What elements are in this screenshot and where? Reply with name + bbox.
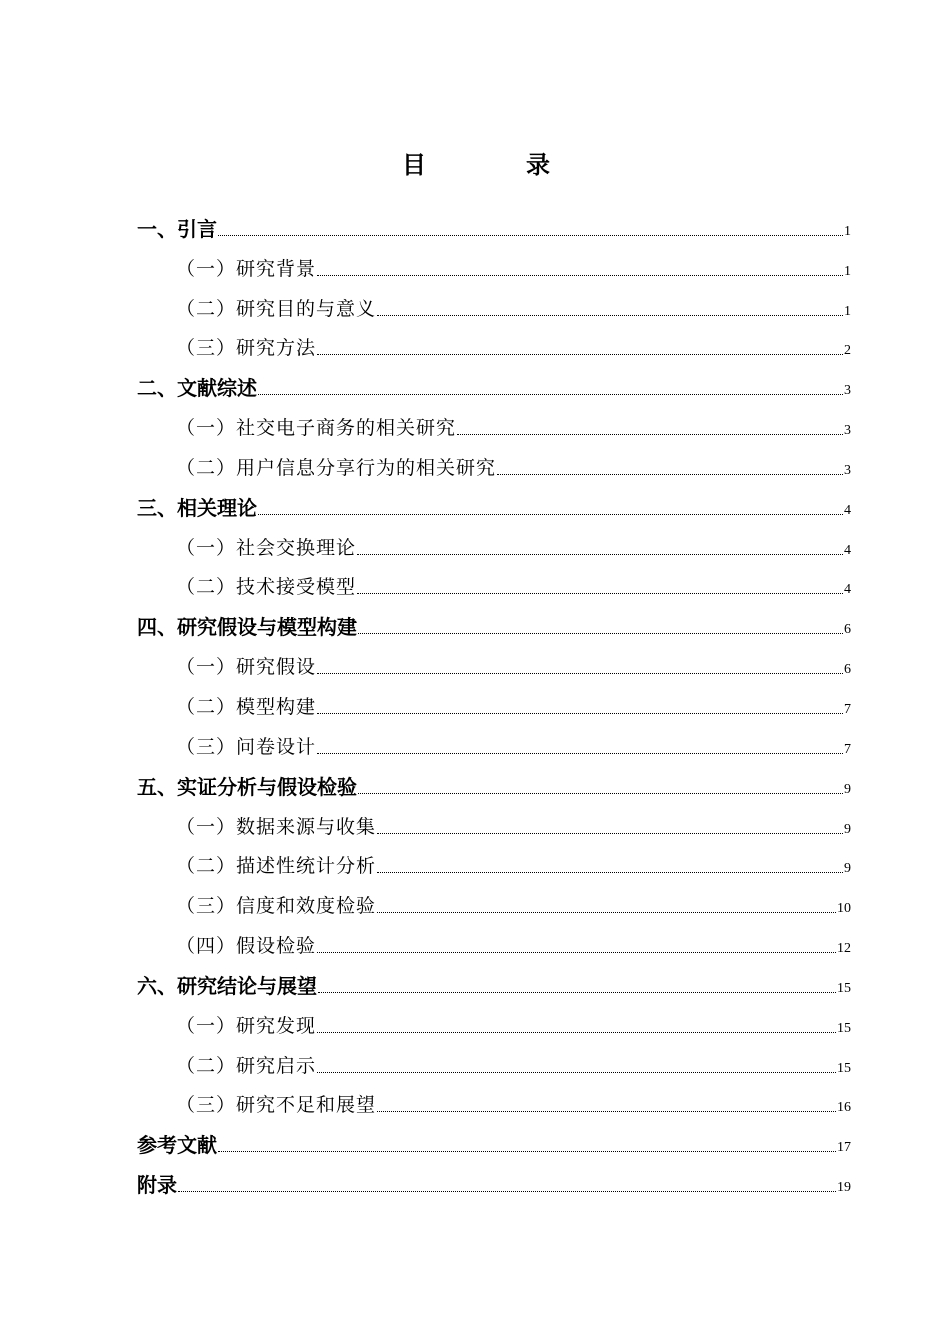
toc-section-entry[interactable] <box>0 1083 950 1123</box>
toc-page-number: 6 <box>844 622 851 638</box>
toc-entry-label: 六、研究结论与展望 <box>137 973 317 998</box>
toc-entry-label: 参考文献 <box>137 1133 217 1158</box>
toc-entry-label: （一）研究背景 <box>176 257 317 280</box>
toc-page-number: 6 <box>844 662 851 678</box>
toc-entry-label: 五、实证分析与假设检验 <box>137 774 357 799</box>
toc-entry-label: （二）研究启示 <box>176 1054 317 1077</box>
toc-entry-label: （二）描述性统计分析 <box>176 855 377 878</box>
toc-chapter-entry[interactable] <box>0 963 950 1003</box>
toc-section-entry[interactable] <box>0 326 950 366</box>
toc-entry-label: （二）研究目的与意义 <box>176 297 377 320</box>
dot-leader <box>218 1151 836 1152</box>
dot-leader <box>218 235 843 236</box>
toc-page-number: 3 <box>844 383 851 399</box>
toc-page-number: 4 <box>844 542 851 558</box>
toc-section-entry[interactable] <box>0 923 950 963</box>
toc-page-number: 15 <box>837 1020 851 1036</box>
toc-section-entry[interactable] <box>0 684 950 724</box>
toc-entry-label: （三）研究方法 <box>176 337 317 360</box>
toc-section-entry[interactable] <box>0 445 950 485</box>
toc-page-number: 9 <box>844 821 851 837</box>
toc-chapter-entry[interactable] <box>0 1162 950 1202</box>
toc-page-number: 7 <box>844 741 851 757</box>
toc-chapter-entry[interactable] <box>0 1122 950 1162</box>
dot-leader <box>377 315 843 316</box>
toc-page-number: 10 <box>837 901 851 917</box>
dot-leader <box>357 554 843 555</box>
toc-section-entry[interactable] <box>0 883 950 923</box>
toc-entry-label: （三）研究不足和展望 <box>176 1094 377 1117</box>
dot-leader <box>497 474 843 475</box>
dot-leader <box>377 912 836 913</box>
toc-section-entry[interactable] <box>0 804 950 844</box>
toc-page-number: 15 <box>837 1060 851 1076</box>
toc-page-number: 2 <box>844 343 851 359</box>
toc-entry-label: （一）社交电子商务的相关研究 <box>176 417 457 440</box>
dot-leader <box>318 992 836 993</box>
dot-leader <box>358 633 843 634</box>
dot-leader <box>317 952 836 953</box>
toc-entry-label: 二、文献综述 <box>137 376 257 401</box>
toc-entry-label: 三、相关理论 <box>137 495 257 520</box>
dot-leader <box>358 793 843 794</box>
toc-chapter-entry[interactable] <box>0 365 950 405</box>
toc-section-entry[interactable] <box>0 565 950 605</box>
toc-chapter-entry[interactable] <box>0 206 950 246</box>
dot-leader <box>317 753 843 754</box>
toc-section-entry[interactable] <box>0 525 950 565</box>
toc-page-number: 17 <box>837 1140 851 1156</box>
dot-leader <box>317 673 843 674</box>
dot-leader <box>317 275 843 276</box>
toc-page-number: 4 <box>844 582 851 598</box>
toc-entry-label: （二）模型构建 <box>176 695 317 718</box>
dot-leader <box>457 434 843 435</box>
toc-entry-label: （一）研究假设 <box>176 656 317 679</box>
toc-entry-label: （三）信度和效度检验 <box>176 895 377 918</box>
toc-section-entry[interactable] <box>0 246 950 286</box>
toc-entry-label: （一）数据来源与收集 <box>176 815 377 838</box>
table-of-contents <box>0 206 950 1202</box>
dot-leader <box>377 1111 836 1112</box>
toc-page-number: 19 <box>837 1180 851 1196</box>
dot-leader <box>377 872 843 873</box>
dot-leader <box>317 713 843 714</box>
toc-section-entry[interactable] <box>0 286 950 326</box>
toc-page-number: 4 <box>844 502 851 518</box>
toc-section-entry[interactable] <box>0 1003 950 1043</box>
toc-page-number: 1 <box>844 223 851 239</box>
dot-leader <box>317 354 843 355</box>
toc-section-entry[interactable] <box>0 724 950 764</box>
toc-section-entry[interactable] <box>0 405 950 445</box>
toc-entry-label: （二）技术接受模型 <box>176 576 357 599</box>
toc-page-number: 3 <box>844 423 851 439</box>
toc-entry-label: （一）社会交换理论 <box>176 536 357 559</box>
dot-leader <box>357 593 843 594</box>
toc-page-number: 15 <box>837 980 851 996</box>
toc-page-number: 9 <box>844 861 851 877</box>
page-title: 目 录 <box>402 151 588 179</box>
dot-leader <box>317 1032 836 1033</box>
toc-section-entry[interactable] <box>0 844 950 884</box>
toc-chapter-entry[interactable] <box>0 485 950 525</box>
toc-chapter-entry[interactable] <box>0 604 950 644</box>
toc-entry-label: （二）用户信息分享行为的相关研究 <box>176 456 497 479</box>
dot-leader <box>258 514 843 515</box>
dot-leader <box>178 1191 836 1192</box>
toc-entry-label: （一）研究发现 <box>176 1014 317 1037</box>
toc-page-number: 1 <box>844 263 851 279</box>
dot-leader <box>317 1072 836 1073</box>
toc-page-number: 16 <box>837 1100 851 1116</box>
toc-entry-label: 四、研究假设与模型构建 <box>137 615 357 640</box>
toc-page-number: 7 <box>844 701 851 717</box>
toc-section-entry[interactable] <box>0 644 950 684</box>
toc-page-number: 9 <box>844 781 851 797</box>
toc-page-number: 3 <box>844 462 851 478</box>
toc-entry-label: （四）假设检验 <box>176 935 317 958</box>
toc-section-entry[interactable] <box>0 1043 950 1083</box>
toc-chapter-entry[interactable] <box>0 764 950 804</box>
toc-page-number: 1 <box>844 303 851 319</box>
dot-leader <box>377 833 843 834</box>
toc-entry-label: 附录 <box>137 1173 177 1198</box>
toc-page-number: 12 <box>837 941 851 957</box>
toc-entry-label: 一、引言 <box>137 216 217 241</box>
toc-entry-label: （三）问卷设计 <box>176 735 317 758</box>
dot-leader <box>258 394 843 395</box>
